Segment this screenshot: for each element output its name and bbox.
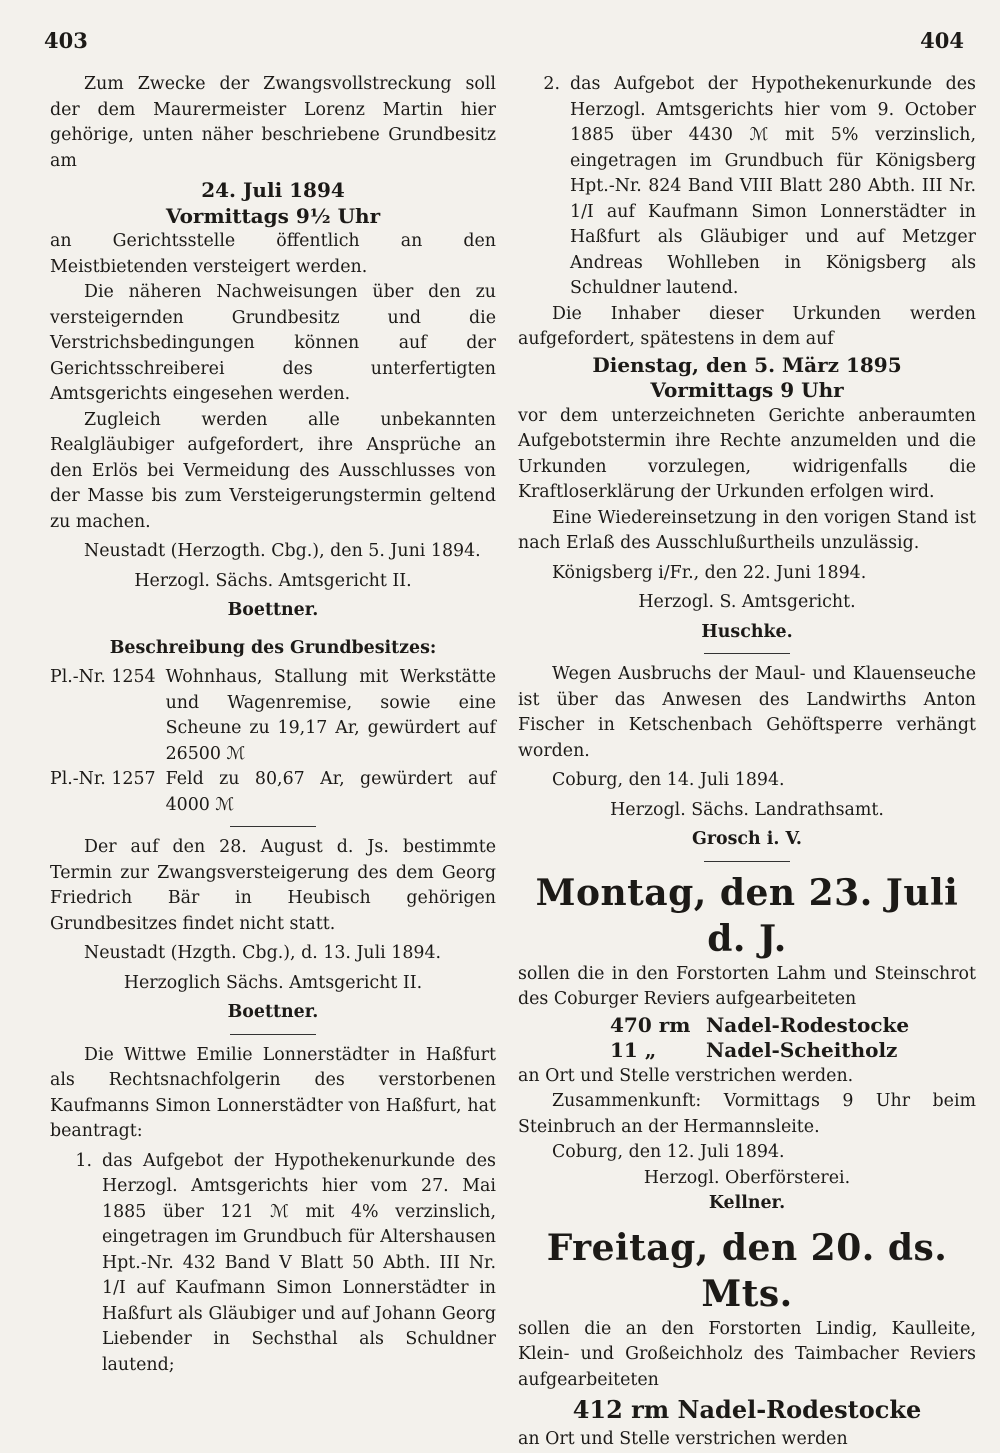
item-text: das Aufgebot der Hypothekenurkunde des Herzogl. Amtsgerichts hier vom 27. Mai 1885 über 121 ℳ mit 4% verzinslich, eingetragen im Grundbuch für Altershausen Hpt.-Nr. 432 Band V Blatt 50 Abth. III Nr. 1/I auf Kaufmann Simon Lonnerstädter in Haßfurt als Gläubiger und auf Johann Georg Liebender in Sechsthal als Schuldner lautend;: [102, 1150, 496, 1375]
court-name: Herzogl. S. Amtsgericht.: [638, 592, 856, 612]
auction-date: 24. Juli 1894: [201, 178, 345, 202]
signature: Boettner.: [227, 600, 319, 620]
sale-text: sollen die in den Forstorten Lahm und Steinschrot des Coburger Reviers aufgearbeiteten: [518, 963, 976, 1009]
amount-quantity: 11 „: [610, 1038, 657, 1062]
office-name: Herzogl. Oberförsterei.: [643, 1167, 851, 1188]
cancellation-notice: Der auf den 28. August d. Js. bestimmte Termin zur Zwangsversteigerung des dem Georg Friedrich Bär in Heubisch gehörigen Grundbesitzes findet nicht statt.: [50, 837, 496, 934]
sale-text: sollen die an den Forstorten Lindig, Kaulleite, Klein- und Großeichholz des Taimbacher Reviers aufgearbeiteten: [518, 1318, 976, 1390]
epidemic-notice: Wegen Ausbruchs der Maul- und Klauenseuche ist über das Anwesen des Landwirths Anton Fischer in Ketschenbach Gehöftsperre verhängt worden.: [518, 664, 976, 761]
petition-intro: Die Wittwe Emilie Lonnerstädter in Haßfurt als Rechtsnachfolgerin des verstorbenen Kaufmanns Simon Lonnerstädter von Haßfurt, hat beantragt:: [50, 1044, 496, 1141]
sale-date-heading: Montag, den 23. Juli d. J.: [535, 871, 959, 960]
amount-heading: 412 rm Nadel-Rodestocke: [572, 1395, 922, 1424]
signature: Huschke.: [701, 621, 793, 642]
court-name: Herzoglich Sächs. Amtsgericht II.: [123, 972, 423, 993]
amount-quantity: 470 rm: [610, 1012, 691, 1037]
signature: Boettner.: [227, 1002, 319, 1022]
sale-text: an Ort und Stelle verstrichen werden: [518, 1429, 848, 1449]
holders-summons: Die Inhaber dieser Urkunden werden aufgefordert, spätestens in dem auf: [518, 303, 976, 349]
plot-description: Feld zu 80,67 Ar, gewürdert auf 4000 ℳ: [165, 769, 496, 815]
right-column: [518, 72, 976, 1453]
amount-item: Nadel-Rodestocke: [706, 1012, 910, 1037]
auction-intro: Zum Zwecke der Zwangsvollstreckung soll der dem Maurermeister Lorenz Martin hier gehörige, unten näher beschriebene Grundbesitz am: [50, 74, 496, 171]
page-number-right: 404: [920, 28, 964, 53]
meeting-point: Zusammenkunft: Vormittags 9 Uhr beim Steinbruch an der Hermannsleite.: [518, 1091, 976, 1137]
amount-item: Nadel-Scheitholz: [706, 1038, 898, 1062]
plot-description: Wohnhaus, Stallung mit Werkstätte und Wagenremise, sowie eine Scheune zu 19,17 Ar, gewürdert auf 26500 ℳ: [165, 667, 496, 764]
office-name: Herzogl. Sächs. Landrathsamt.: [610, 799, 884, 820]
divider: [704, 653, 790, 654]
place-date: Königsberg i/Fr., den 22. Juni 1894.: [552, 562, 867, 583]
hearing-date: Dienstag, den 5. März 1895: [592, 352, 902, 377]
plot-number: Pl.-Nr. 1254: [50, 667, 156, 687]
place-date: Neustadt (Hzgth. Cbg.), d. 13. Juli 1894.: [84, 943, 442, 963]
signature: Grosch i. V.: [692, 829, 802, 849]
sale-text: an Ort und Stelle verstrichen werden.: [518, 1065, 854, 1086]
left-column: [50, 72, 496, 1378]
auction-time: Vormittags 9½ Uhr: [165, 203, 381, 228]
item-number: 1.: [75, 1150, 92, 1171]
reinstatement-note: Eine Wiedereinsetzung in den vorigen Stand ist nach Erlaß des Ausschlußurtheils unzulässig.: [518, 507, 976, 553]
place-date: Coburg, den 14. Juli 1894.: [552, 770, 785, 790]
creditors-notice: Zugleich werden alle unbekannten Realgläubiger aufgefordert, ihre Ansprüche an den Erlös bei Vermeidung des Ausschlusses von der Masse bis zum Versteigerungstermin geltend zu machen.: [50, 409, 496, 532]
court-name: Herzogl. Sächs. Amtsgericht II.: [134, 570, 412, 591]
auction-conditions: Die näheren Nachweisungen über den zu versteigernden Grundbesitz und die Verstrichsbedingungen können auf der Gerichtsschreiberei des unterfertigten Amtsgerichts eingesehen werden.: [50, 282, 496, 404]
place-date: Coburg, den 12. Juli 1894.: [552, 1142, 785, 1162]
item-number: 2.: [543, 74, 560, 94]
plot-number: Pl.-Nr. 1257: [50, 769, 156, 789]
item-text: das Aufgebot der Hypothekenurkunde des Herzogl. Amtsgerichts hier vom 9. October 1885 über 4430 ℳ mit 5% verzinslich, eingetragen im Grundbuch für Königsberg Hpt.-Nr. 824 Band VIII Blatt 280 Abth. III Nr. 1/I auf Kaufmann Simon Lonnerstädter in Haßfurt als Gläubiger und auf Metzger Andreas Wohlleben in Königsberg als Schuldner lautend.: [570, 74, 976, 298]
divider: [230, 826, 316, 827]
petition-item: [518, 72, 976, 302]
property-heading: Beschreibung des Grundbesitzes:: [109, 637, 437, 658]
divider: [704, 861, 790, 862]
place-date: Neustadt (Herzogth. Cbg.), den 5. Juni 1894.: [84, 541, 481, 561]
petition-item: [50, 1149, 496, 1379]
signature: Kellner.: [708, 1193, 786, 1213]
amount-row: [518, 1013, 976, 1039]
hearing-time: Vormittags 9 Uhr: [650, 378, 844, 402]
sale-date-heading: Freitag, den 20. ds. Mts.: [546, 1226, 948, 1315]
property-item: [50, 767, 496, 818]
auction-location: an Gerichtsstelle öffentlich an den Meistbietenden versteigert werden.: [50, 231, 496, 277]
page-number-left: 403: [44, 28, 88, 53]
amount-row: [518, 1038, 976, 1064]
divider: [230, 1034, 316, 1035]
property-item: [50, 665, 496, 767]
hearing-text: vor dem unterzeichneten Gerichte anberaumten Aufgebotstermin ihre Rechte anzumelden und die Urkunden vorzulegen, widrigenfalls die Kraftloserklärung der Urkunden erfolgen wird.: [518, 405, 976, 502]
